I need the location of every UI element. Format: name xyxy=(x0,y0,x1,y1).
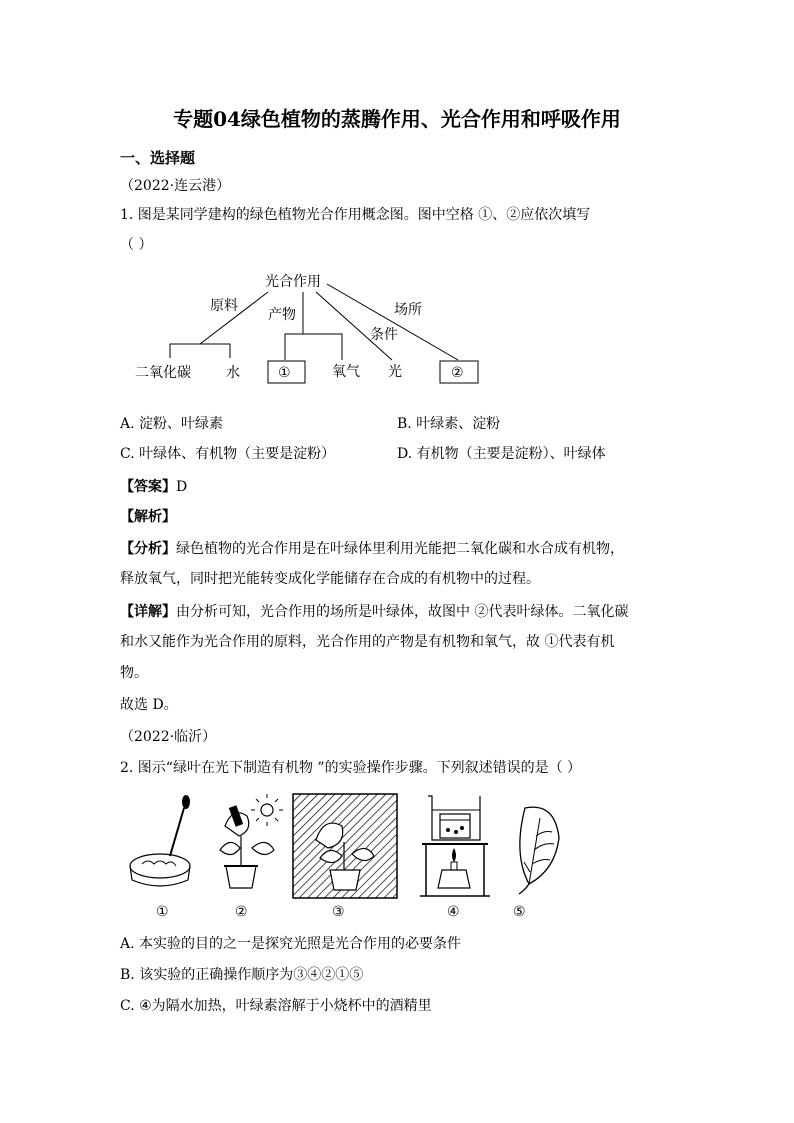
node-photosynthesis: 光合作用 xyxy=(265,274,321,290)
fenxi-line1 xyxy=(120,539,624,559)
detail-line3: 物。 xyxy=(120,665,148,681)
answer-value: D xyxy=(176,479,188,495)
step1-dish-dropper xyxy=(130,795,190,886)
q1-option-a: A. 淀粉、叶绿素 xyxy=(120,416,224,432)
label-raw: 原料 xyxy=(210,298,238,314)
step3-dark-box xyxy=(293,794,397,898)
concept-map-diagram xyxy=(120,262,500,392)
q2-option-b: B. 该实验的正确操作顺序为③④②①⑤ xyxy=(120,967,364,983)
step-label-1: ① xyxy=(156,904,169,920)
step5-leaf xyxy=(519,807,559,894)
detail-text1: 由分析可知，光合作用的场所是叶绿体，故图中 ②代表叶绿体。二氧化碳 xyxy=(176,604,629,620)
edge-place-line xyxy=(327,284,458,360)
q1-stem-line2: （ ） xyxy=(120,237,153,253)
step4-water-bath xyxy=(420,796,490,896)
detail-line2: 和水又能作为光合作用的原料，光合作用的产物是有机物和氧气，故 ①代表有机 xyxy=(120,634,615,650)
detail-tag: 【详解】 xyxy=(120,604,176,620)
edge-condition-line xyxy=(316,292,392,360)
experiment-steps-figure xyxy=(120,788,570,923)
step-label-2: ② xyxy=(235,904,248,920)
label-condition: 条件 xyxy=(370,327,398,343)
node-blank-2: ② xyxy=(451,365,464,381)
bracket-raw xyxy=(170,344,230,358)
q1-option-c: C. 叶绿体、有机物（主要是淀粉） xyxy=(120,446,336,462)
label-product: 产物 xyxy=(268,307,296,323)
q2-source: （2022·临沂） xyxy=(120,729,217,745)
analysis-tag: 【解析】 xyxy=(120,509,176,525)
q1-answer xyxy=(120,477,187,497)
q1-option-d: D. 有机物（主要是淀粉）、叶绿体 xyxy=(397,446,606,462)
step-label-3: ③ xyxy=(332,904,345,920)
q2-stem: 2. 图示“绿叶在光下制造有机物 ”的实验操作步骤。下列叙述错误的是（ ） xyxy=(120,760,582,776)
node-oxygen: 氧气 xyxy=(332,364,360,380)
fenxi-tag: 【分析】 xyxy=(120,541,176,557)
node-water: 水 xyxy=(226,365,240,381)
node-co2: 二氧化碳 xyxy=(135,365,191,381)
label-place: 场所 xyxy=(394,302,422,318)
q1-conclusion: 故选 D。 xyxy=(120,697,178,713)
detail-line1 xyxy=(120,602,628,622)
step2-plant-sun xyxy=(220,794,283,888)
fenxi-text1: 绿色植物的光合作用是在叶绿体里利用光能把二氧化碳和水合成有机物， xyxy=(176,541,624,557)
fenxi-line2: 释放氧气，同时把光能转变成化学能储存在合成的有机物中的过程。 xyxy=(120,571,540,587)
answer-tag: 【答案】 xyxy=(120,479,176,495)
q2-option-c: C. ④为隔水加热，叶绿素溶解于小烧杯中的酒精里 xyxy=(120,998,432,1014)
page-title: 专题04绿色植物的蒸腾作用、光合作用和呼吸作用 xyxy=(173,107,621,131)
step-label-4: ④ xyxy=(447,904,460,920)
q1-option-b: B. 叶绿素、淀粉 xyxy=(397,416,501,432)
section-heading: 一、选择题 xyxy=(120,149,196,167)
node-blank-1: ① xyxy=(278,365,291,381)
bracket-product xyxy=(285,334,342,360)
q1-stem-line1: 1. 图是某同学建构的绿色植物光合作用概念图。图中空格 ①、②应依次填写 xyxy=(120,207,591,223)
node-light: 光 xyxy=(388,364,402,380)
q2-option-a: A. 本实验的目的之一是探究光照是光合作用的必要条件 xyxy=(120,936,462,952)
step-label-5: ⑤ xyxy=(513,904,526,920)
q1-source: （2022·连云港） xyxy=(120,178,231,194)
